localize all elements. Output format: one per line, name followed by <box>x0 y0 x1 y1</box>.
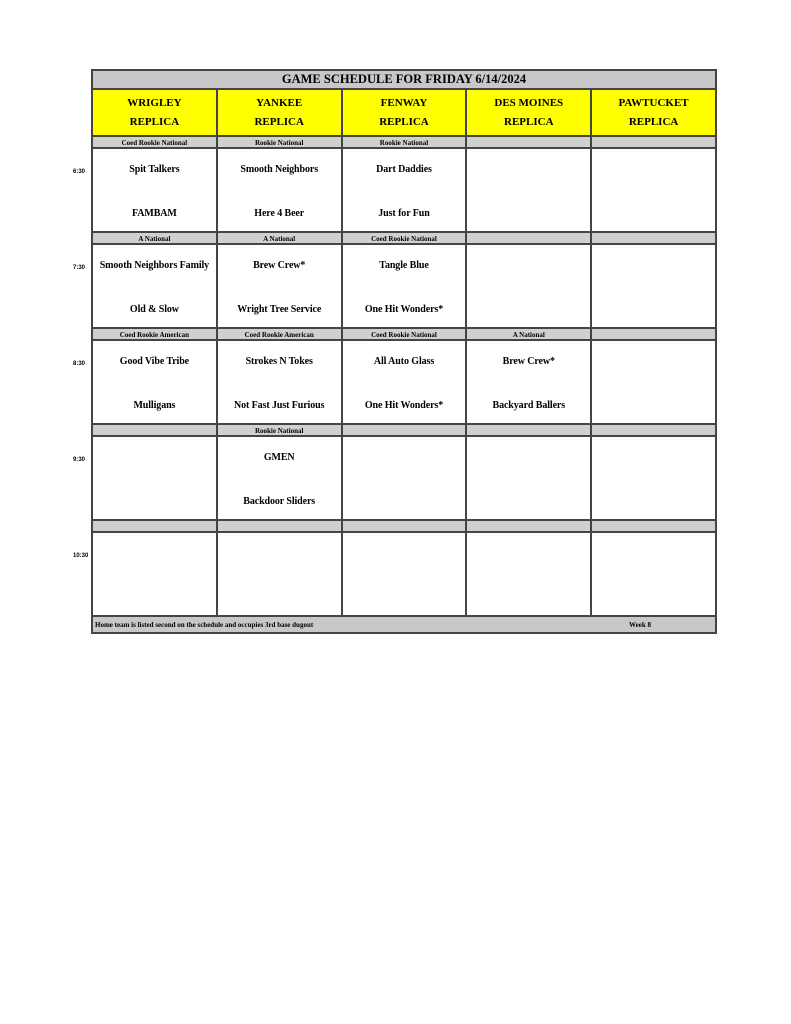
footer-note: Home team is listed second on the schedule and occupies 3rd base dugout <box>95 620 314 629</box>
away-team: Spit Talkers <box>129 164 180 175</box>
field-sub: REPLICA <box>504 115 554 128</box>
game-cell <box>93 341 218 423</box>
game-cell <box>343 533 468 615</box>
division-label <box>343 521 468 531</box>
game-cell <box>218 245 343 327</box>
division-label: Coed Rookie National <box>343 233 468 243</box>
game-cell <box>93 149 218 231</box>
game-cell <box>343 245 468 327</box>
home-team: One Hit Wonders* <box>364 304 444 315</box>
division-label <box>93 521 218 531</box>
division-label: A National <box>467 329 592 339</box>
game-cell <box>93 437 218 519</box>
week-label: Week 8 <box>629 620 651 629</box>
field-name: PAWTUCKET <box>618 96 689 109</box>
field-sub: REPLICA <box>254 115 304 128</box>
division-label <box>467 425 592 435</box>
field-header <box>467 90 592 135</box>
game-cell <box>467 341 592 423</box>
division-label <box>592 137 715 147</box>
home-team: Backyard Ballers <box>492 400 566 411</box>
field-header <box>218 90 343 135</box>
division-label <box>467 137 592 147</box>
footer-bar <box>93 617 715 632</box>
division-label <box>218 521 343 531</box>
field-header-row <box>93 90 715 137</box>
time-label: 6:30 <box>73 169 86 175</box>
field-sub: REPLICA <box>628 115 679 128</box>
game-row <box>73 149 715 233</box>
game-row <box>73 341 715 425</box>
field-name: WRIGLEY <box>127 96 182 109</box>
game-cell <box>467 245 592 327</box>
game-cell <box>592 533 715 615</box>
away-team: Smooth Neighbors Family <box>99 260 210 271</box>
field-header <box>343 90 468 135</box>
division-row <box>93 329 715 341</box>
time-label: 10:30 <box>73 553 89 559</box>
game-cell <box>343 341 468 423</box>
game-cell <box>467 533 592 615</box>
game-cell <box>467 437 592 519</box>
away-team: All Auto Glass <box>373 356 435 367</box>
away-team: Brew Crew* <box>502 356 555 367</box>
time-label: 9:30 <box>73 457 86 463</box>
division-label: A National <box>93 233 218 243</box>
away-team: Smooth Neighbors <box>240 164 318 175</box>
division-row <box>93 233 715 245</box>
home-team: Backdoor Sliders <box>243 496 316 507</box>
away-team: Tangle Blue <box>379 260 429 271</box>
game-cell <box>218 437 343 519</box>
field-header <box>592 90 715 135</box>
game-cell <box>592 437 715 519</box>
division-label <box>592 233 715 243</box>
division-label: Rookie National <box>218 137 343 147</box>
division-label: Rookie National <box>218 425 343 435</box>
game-cell <box>592 245 715 327</box>
game-cell <box>218 533 343 615</box>
home-team: Here 4 Beer <box>254 208 305 219</box>
away-team: Strokes N Tokes <box>245 356 313 367</box>
game-cell <box>343 149 468 231</box>
division-label <box>592 425 715 435</box>
field-name: YANKEE <box>256 96 303 109</box>
division-label <box>343 425 468 435</box>
time-label: 8:30 <box>73 361 86 367</box>
division-label <box>592 329 715 339</box>
field-name: FENWAY <box>380 96 428 109</box>
division-row <box>93 137 715 149</box>
game-cell <box>218 149 343 231</box>
game-row <box>73 533 715 617</box>
away-team: Good Vibe Tribe <box>119 356 190 367</box>
away-team: GMEN <box>263 452 295 463</box>
home-team: Mulligans <box>133 400 176 411</box>
game-cell <box>218 341 343 423</box>
home-team: Old & Slow <box>129 304 179 315</box>
game-row <box>73 245 715 329</box>
field-name: DES MOINES <box>494 96 564 109</box>
division-label: A National <box>218 233 343 243</box>
game-cell <box>93 245 218 327</box>
home-team: Not Fast Just Furious <box>233 400 325 411</box>
division-label: Coed Rookie American <box>93 329 218 339</box>
field-header <box>93 90 218 135</box>
field-sub: REPLICA <box>129 115 180 128</box>
schedule-table <box>73 69 717 634</box>
division-label <box>592 521 715 531</box>
division-label: Coed Rookie National <box>93 137 218 147</box>
home-team: Wright Tree Service <box>237 304 322 315</box>
away-team: Brew Crew* <box>253 260 306 271</box>
time-label: 7:30 <box>73 265 86 271</box>
division-row <box>93 425 715 437</box>
away-team: Dart Daddies <box>376 164 432 175</box>
game-cell <box>93 533 218 615</box>
division-label: Coed Rookie American <box>218 329 343 339</box>
game-cell <box>343 437 468 519</box>
division-row <box>93 521 715 533</box>
game-row <box>73 437 715 521</box>
home-team: FAMBAM <box>132 208 177 219</box>
home-team: Just for Fun <box>378 208 430 219</box>
division-label: Coed Rookie National <box>343 329 468 339</box>
schedule-title: GAME SCHEDULE FOR FRIDAY 6/14/2024 <box>93 71 715 90</box>
division-label: Rookie National <box>343 137 468 147</box>
home-team: One Hit Wonders* <box>364 400 444 411</box>
field-sub: REPLICA <box>379 115 429 128</box>
game-cell <box>467 149 592 231</box>
game-cell <box>592 341 715 423</box>
division-label <box>93 425 218 435</box>
game-cell <box>592 149 715 231</box>
division-label <box>467 233 592 243</box>
division-label <box>467 521 592 531</box>
